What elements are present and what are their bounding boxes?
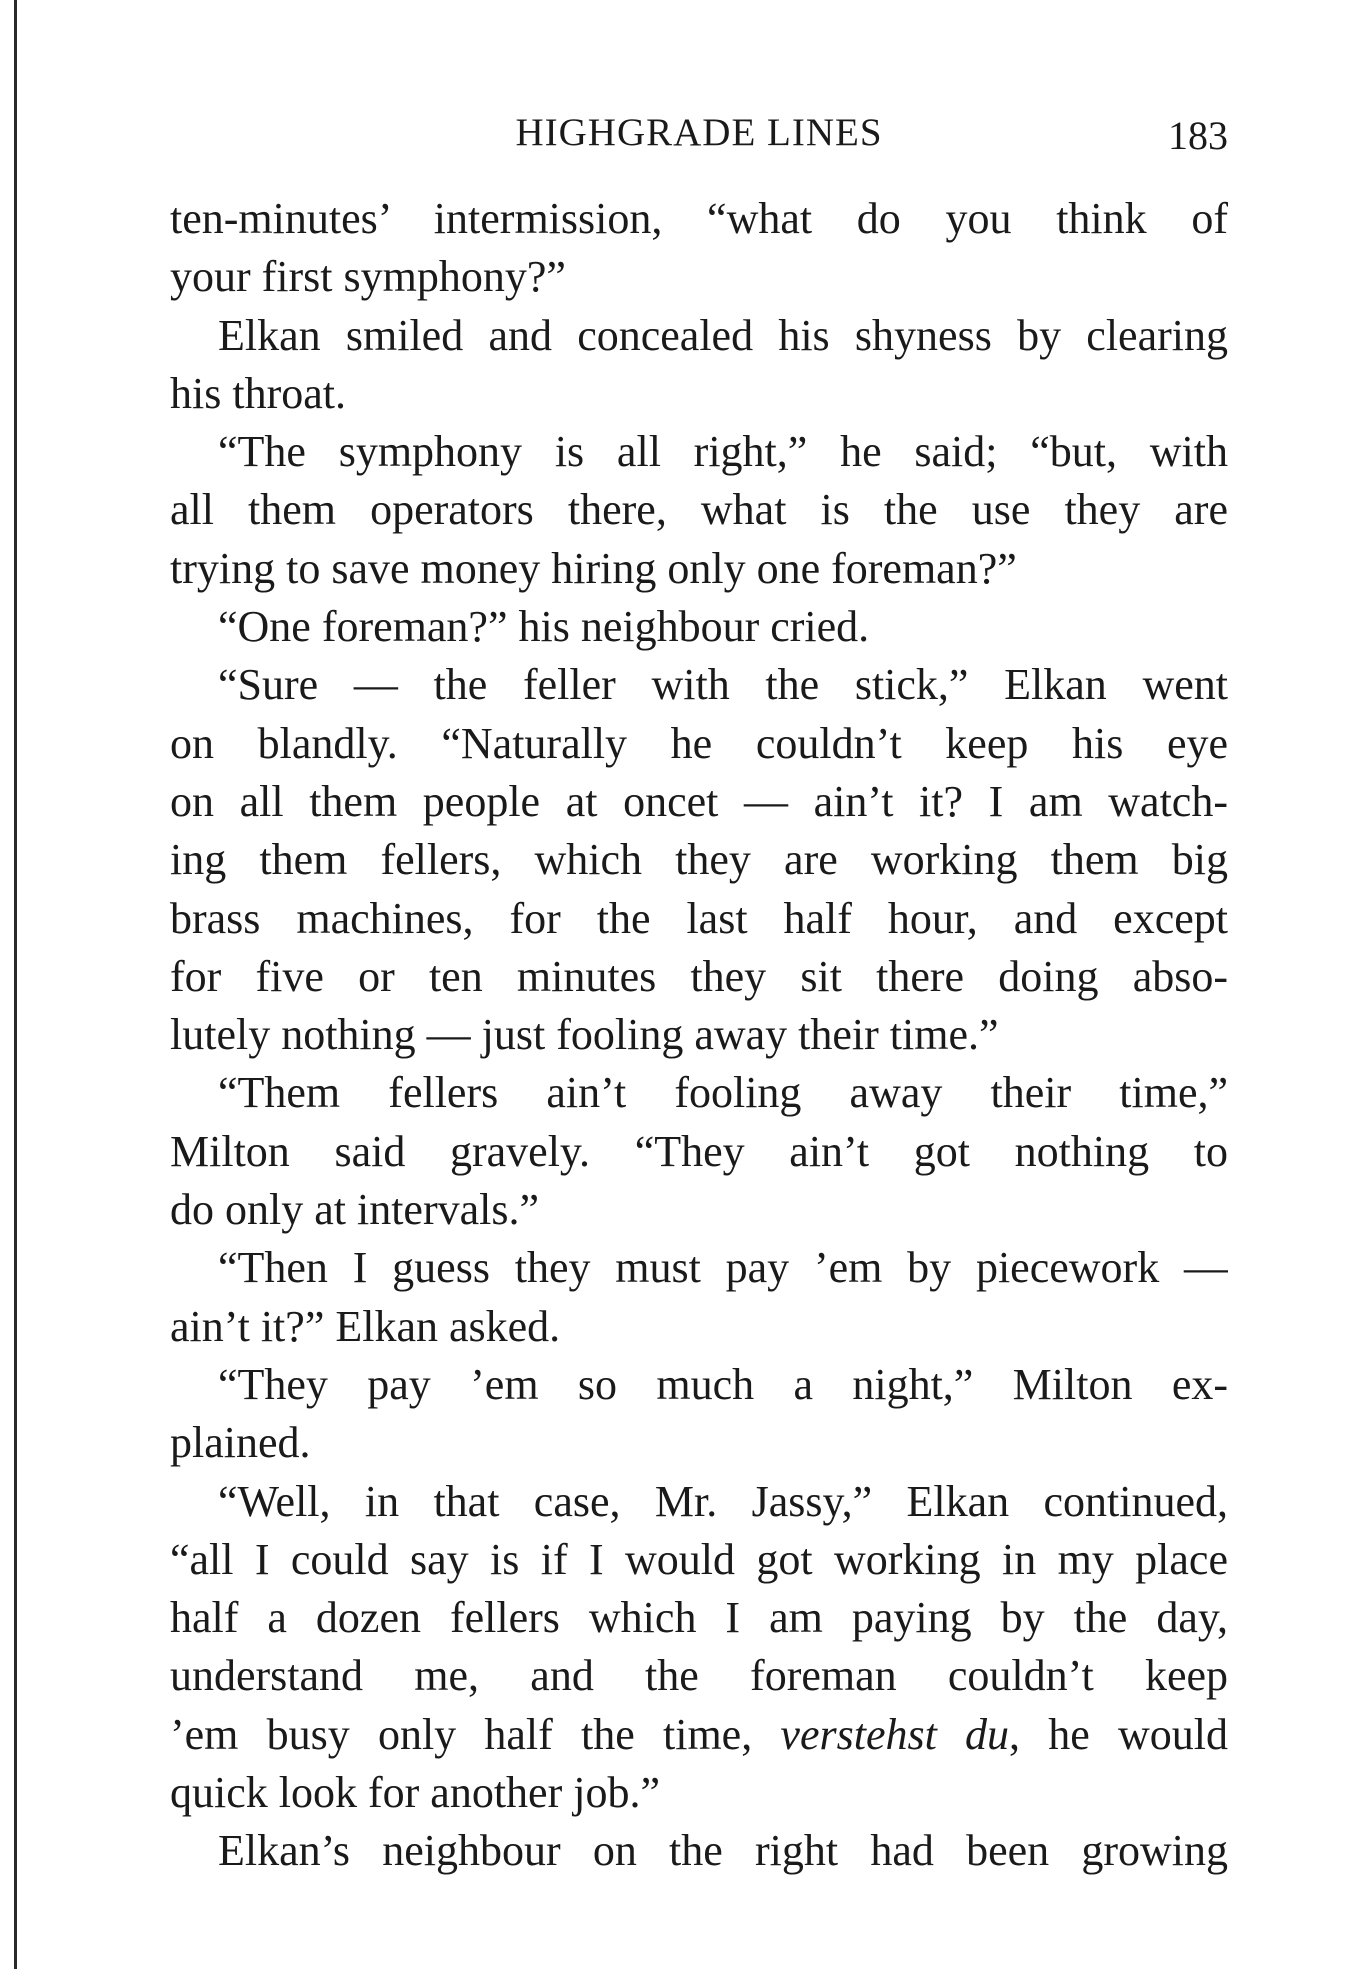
text-line: plained. — [170, 1418, 311, 1468]
running-title: HIGHGRADE LINES — [515, 111, 883, 154]
text-line: quick look for another job.” — [170, 1768, 660, 1818]
text-line: half a dozen fellers which I am paying by the day, — [170, 1593, 1228, 1643]
text-line: Elkan’s neighbour on the right had been growing — [218, 1826, 1228, 1876]
text-line: lutely nothing — just fooling away their time.” — [170, 1010, 999, 1060]
text-line: “Well, in that case, Mr. Jassy,” Elkan continued, — [218, 1476, 1228, 1526]
text-line: for five or ten minutes they sit there doing abso- — [170, 951, 1228, 1001]
page-spine-edge — [14, 0, 17, 1969]
text-line-segment: , he would — [1009, 1709, 1228, 1759]
text-line: trying to save money hiring only one foreman?” — [170, 543, 1017, 593]
text-line: do only at intervals.” — [170, 1185, 540, 1235]
italic-phrase: verstehst du — [780, 1709, 1010, 1759]
body-text — [170, 190, 1228, 1881]
running-header — [170, 110, 1228, 160]
text-line: on all them people at oncet — ain’t it? I am watch- — [170, 776, 1228, 826]
text-line: ten-minutes’ intermission, “what do you think of — [170, 194, 1228, 243]
text-line: Milton said gravely. “They ain’t got nothing to — [170, 1126, 1228, 1176]
text-line: ain’t it?” Elkan asked. — [170, 1301, 561, 1351]
text-line — [170, 1706, 1228, 1764]
text-line: brass machines, for the last half hour, and except — [170, 893, 1228, 943]
text-line: “One foreman?” his neighbour cried. — [218, 602, 870, 652]
text-line: understand me, and the foreman couldn’t keep — [170, 1651, 1228, 1701]
text-line: “The symphony is all right,” he said; “but, with — [218, 427, 1228, 477]
text-line: “all I could say is if I would got working in my place — [170, 1534, 1228, 1584]
text-line: Elkan smiled and concealed his shyness by clearing — [218, 310, 1228, 360]
text-line: “They pay ’em so much a night,” Milton ex- — [218, 1359, 1228, 1409]
text-line: ing them fellers, which they are working them big — [170, 835, 1228, 885]
text-line: all them operators there, what is the use they are — [170, 485, 1228, 535]
text-line: his throat. — [170, 368, 346, 418]
text-line-segment: ’em busy only half the time, — [170, 1709, 781, 1759]
text-line: “Then I guess they must pay ’em by piecework — — [218, 1243, 1228, 1293]
text-line: “Sure — the feller with the stick,” Elkan went — [218, 660, 1228, 710]
text-line: your first symphony?” — [170, 252, 566, 302]
page-number: 183 — [1168, 113, 1228, 158]
text-line: on blandly. “Naturally he couldn’t keep his eye — [170, 718, 1228, 768]
text-line: “Them fellers ain’t fooling away their time,” — [218, 1068, 1228, 1118]
